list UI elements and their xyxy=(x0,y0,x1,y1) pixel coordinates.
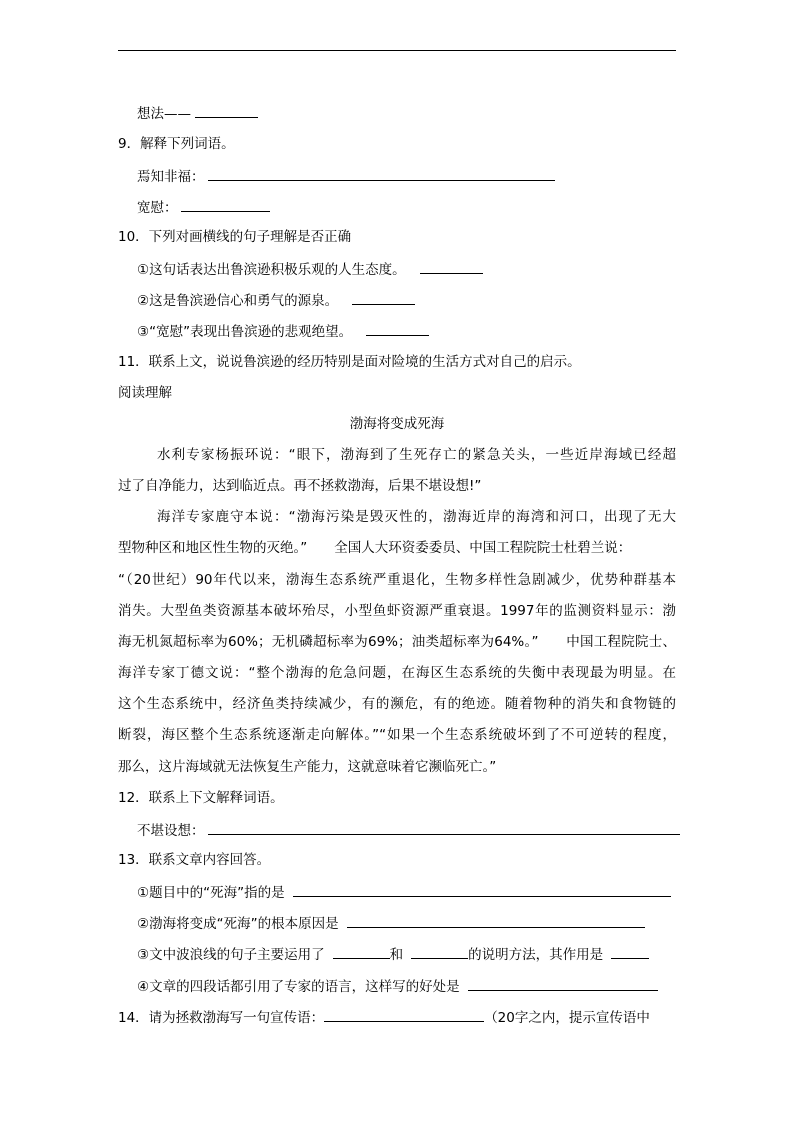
q9-term: 宽慰： xyxy=(137,200,178,216)
q12-item xyxy=(137,820,680,840)
answer-blank[interactable] xyxy=(611,944,649,959)
q13-prompt: 和 xyxy=(389,947,404,963)
passage-line: 那么，这片海域就无法恢复生产能力，这就意味着它濒临死亡。” xyxy=(118,759,497,775)
q8-label: 想法—— xyxy=(137,106,191,122)
q13-prompt: ④文章的四段话都引用了专家的语言，这样写的好处是 xyxy=(137,979,460,995)
answer-blank[interactable] xyxy=(420,259,483,274)
header-rule xyxy=(118,50,676,51)
q14-title: 14．请为拯救渤海写一句宣传语： xyxy=(118,1010,325,1026)
q12-title: 12．联系上下文解释词语。 xyxy=(118,790,284,806)
answer-blank[interactable] xyxy=(333,944,390,959)
q13-prompt: 的说明方法，其作用是 xyxy=(468,947,604,963)
passage-line: 断裂，海区整个生态系统逐渐走向解体。”“如果一个生态系统破坏到了不可逆转的程度， xyxy=(118,727,676,743)
q11-title: 11．联系上文，说说鲁滨逊的经历特别是面对险境的生活方式对自己的启示。 xyxy=(118,354,581,370)
q10-item xyxy=(137,321,429,341)
q14-note: （20字之内，提示宣传语中 xyxy=(484,1010,650,1026)
passage-line: 水利专家杨振环说：“眼下，渤海到了生死存亡的紧急关头，一些近岸海域已经超 xyxy=(157,447,676,463)
section-label: 阅读理解 xyxy=(118,385,172,401)
q10-item xyxy=(137,290,415,310)
passage-line: 消失。大型鱼类资源基本破坏殆尽，小型鱼虾资源严重衰退。1997年的监测资料显示：渤 xyxy=(118,603,676,619)
answer-blank[interactable] xyxy=(366,321,429,336)
q13-prompt: ①题目中的“死海”指的是 xyxy=(137,885,285,901)
passage-line: 型物种区和地区性生物的灭绝。” 全国人大环资委委员、中国工程院院士杜碧兰说： xyxy=(118,540,632,556)
passage-line: 这个生态系统中，经济鱼类持续减少，有的濒危，有的绝迹。随着物种的消失和食物链的 xyxy=(118,696,676,712)
q9-item xyxy=(137,166,555,186)
q10-item xyxy=(137,259,483,279)
answer-blank[interactable] xyxy=(208,166,555,181)
q9-item xyxy=(137,197,270,217)
q10-title: 10．下列对画横线的句子理解是否正确 xyxy=(118,229,352,245)
q13-prompt: ③文中波浪线的句子主要运用了 xyxy=(137,947,325,963)
answer-blank[interactable] xyxy=(468,976,658,991)
q12-term: 不堪设想： xyxy=(137,823,205,839)
q14 xyxy=(118,1007,650,1027)
answer-blank[interactable] xyxy=(293,882,671,897)
answer-blank[interactable] xyxy=(352,290,415,305)
passage-line: 海洋专家丁德文说：“整个渤海的危急问题，在海区生态系统的失衡中表现最为明显。在 xyxy=(118,665,676,681)
passage-line: “（20世纪）90年代以来，渤海生态系统严重退化，生物多样性急剧减少，优势种群基本 xyxy=(118,572,676,588)
answer-blank[interactable] xyxy=(181,197,270,212)
q9-title: 9．解释下列词语。 xyxy=(118,136,235,152)
passage-line: 过了自净能力，达到临近点。再不拯救渤海，后果不堪设想!” xyxy=(118,478,482,494)
answer-blank[interactable] xyxy=(347,913,645,928)
answer-blank[interactable] xyxy=(411,944,468,959)
q8-tail xyxy=(137,103,258,123)
passage-line: 海无机氮超标率为60%；无机磷超标率为69%；油类超标率为64%。” 中国工程院院士、 xyxy=(118,634,676,650)
q10-statement: ③“宽慰”表现出鲁滨逊的悲观绝望。 xyxy=(137,324,353,340)
passage-title: 渤海将变成死海 xyxy=(349,416,445,432)
answer-blank[interactable] xyxy=(195,103,258,118)
q13-item xyxy=(137,944,649,964)
q13-item xyxy=(137,913,645,933)
answer-blank[interactable] xyxy=(324,1007,484,1022)
q10-statement: ①这句话表达出鲁滨逊积极乐观的人生态度。 xyxy=(137,262,406,278)
q13-item xyxy=(137,882,671,902)
q13-item xyxy=(137,976,658,996)
q10-statement: ②这是鲁滨逊信心和勇气的源泉。 xyxy=(137,293,339,309)
q9-term: 焉知非福： xyxy=(137,169,205,185)
q13-prompt: ②渤海将变成“死海”的根本原因是 xyxy=(137,916,339,932)
passage-line: 海洋专家鹿守本说：“渤海污染是毁灭性的，渤海近岸的海湾和河口，出现了无大 xyxy=(157,509,676,525)
q13-title: 13．联系文章内容回答。 xyxy=(118,852,271,868)
answer-blank[interactable] xyxy=(208,820,680,835)
